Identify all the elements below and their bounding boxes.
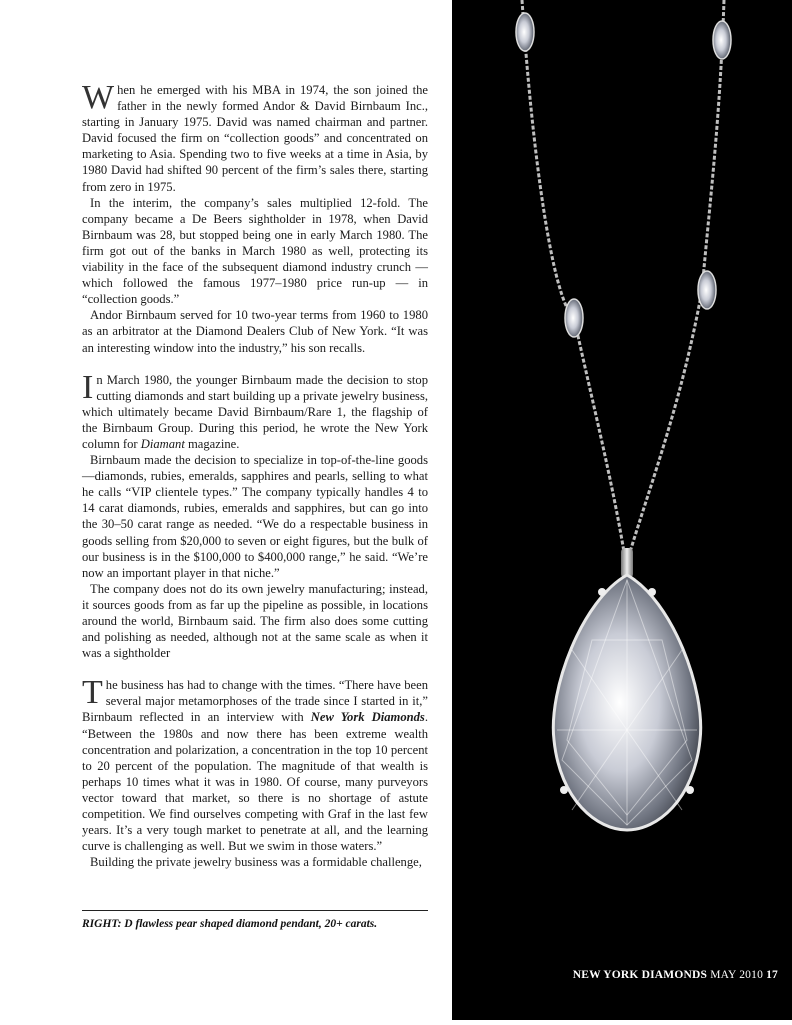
caption-rule <box>82 910 428 911</box>
article-column <box>82 79 428 870</box>
drop-cap: W <box>82 79 115 116</box>
issue-date: MAY 2010 <box>710 969 764 981</box>
magazine-title: Diamant <box>140 436 185 451</box>
paragraph-text: hen he emerged with his MBA in 1974, the son joined the father in the newly formed Andor & David Birnbaum Inc., starting in January 1975. David was named chairman and partner. David focused the firm on “collection goods” and concentrated on marketing to Asia. Spending two to five weeks at a time in Asia, by 1980 David had shifted 90 percent of the firm’s sales there, starting from zero in 1975. <box>82 83 428 194</box>
pendant-photo <box>452 0 792 1020</box>
paragraph-text: he business has had to change with the times. “There have been several major metamorphoses of the trade since I started in it,” Birnbaum reflected in an interview with <box>82 678 428 725</box>
paragraph <box>82 79 428 195</box>
diamond-pendant-image <box>452 0 792 1020</box>
paragraph: Building the private jewelry business was a formidable challenge, <box>90 855 422 870</box>
paragraph: In the interim, the company’s sales multiplied 12-fold. The company became a De Beers sightholder in 1978, when David Birnbaum was 28, but stopped being one in early March 1980. The firm got out of the banks in March 1980 as well, protecting its viability in the face of the subsequent diamond industry crunch — which followed the famous 1977–1980 price run-up — in “collection goods.” <box>82 195 428 307</box>
paragraph <box>82 674 428 854</box>
paragraph-text: n March 1980, the younger Birnbaum made the decision to stop cutting diamonds and start building up a private jewelry business, which ultimately became David Birnbaum/Rare 1, the flagship of the Birnbaum Group. During this period, he wrote the New York column for <box>82 372 428 451</box>
page-number: 17 <box>766 969 778 981</box>
magazine-title: New York Diamonds <box>310 710 425 725</box>
page-footer <box>573 969 778 981</box>
paragraph: Andor Birnbaum served for 10 two-year terms from 1960 to 1980 as an arbitrator at the Diamond Dealers Club of New York. “It was an interesting window into the industry,” his son recalls. <box>82 308 428 355</box>
drop-cap: T <box>82 674 103 712</box>
photo-caption: RIGHT: D flawless pear shaped diamond pendant, 20+ carats. <box>82 918 378 930</box>
paragraph-text: magazine. <box>184 436 240 451</box>
paragraph-text: . “Between the 1980s and now there has been extreme wealth concentration and polarization, a concentration in the top 10 percent to 20 percent of the population. The magnitude of that wealth is perhaps 10 times what it was in 1980. Of course, many purveyors vector toward that market, so there is no shortage of astute competition. We find ourselves competing with Graf in the last few years. It’s a very tough market to penetrate at all, and the learning curve is challenging as well. But we swim in those waters.” <box>82 710 428 854</box>
magazine-name: NEW YORK DIAMONDS <box>572 969 708 981</box>
paragraph <box>82 368 428 452</box>
drop-cap: I <box>82 368 94 406</box>
paragraph: The company does not do its own jewelry manufacturing; instead, it sources goods from as far up the pipeline as possible, in locations around the world, Birnbaum said. The firm also does some cutting and polishing as needed, although not at the same scale as when it was a sightholder <box>82 581 428 661</box>
paragraph: Birnbaum made the decision to specialize in top-of-the-line goods—diamonds, rubies, emeralds, sapphires and pearls, selling to what he calls “VIP clientele types.” The company typically handles 4 to 14 carat diamonds, rubies, emeralds and sapphires, but can go into the 30–50 carat range as needed. “We do a respectable business in goods selling from $20,000 to seven or eight figures, but the bulk of our business is in the $100,000 to $400,000 range,” he said. “We’re now an important player in that niche.” <box>82 453 428 580</box>
